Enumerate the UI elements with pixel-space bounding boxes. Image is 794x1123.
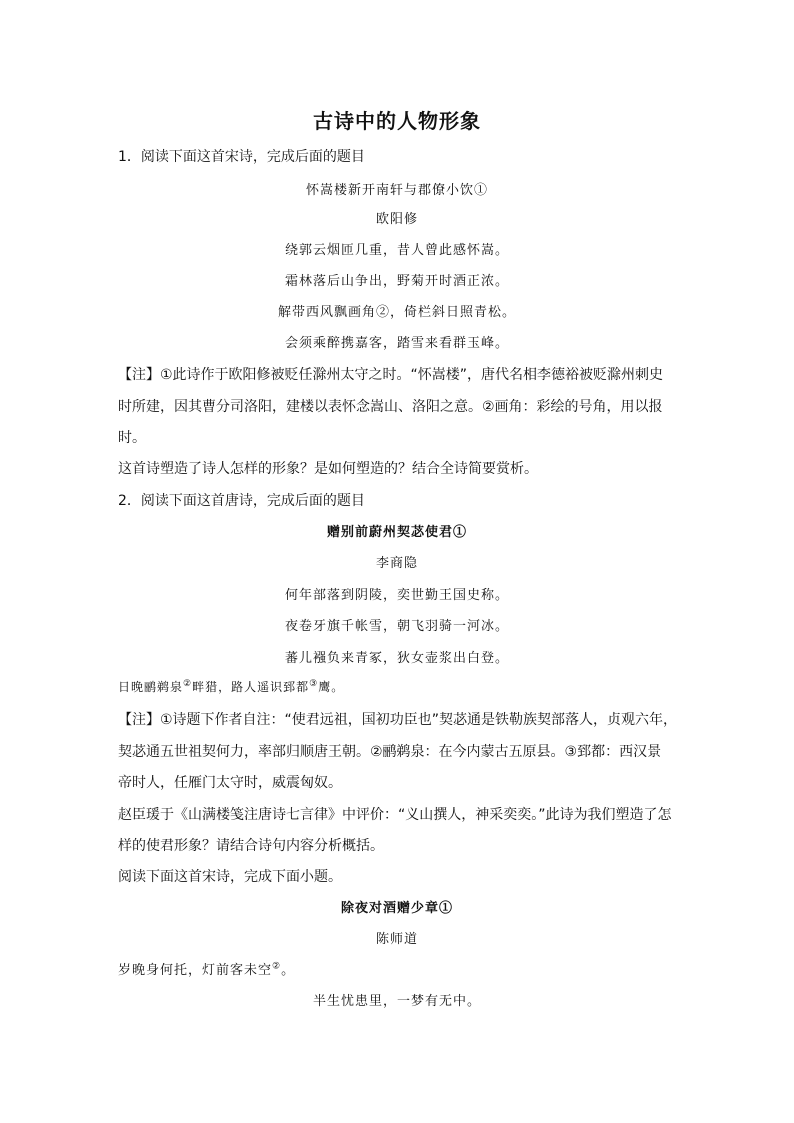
q3-poem-line <box>118 959 698 978</box>
q3-author: 陈师道 <box>375 932 418 947</box>
q2-poem-line: 蕃儿襁负来青冢，狄女壶浆出白登。 <box>284 651 509 666</box>
q1-intro: 1．阅读下面这首宋诗，完成后面的题目 <box>118 149 365 165</box>
q3-poem-title: 除夜对酒赠少章① <box>340 901 453 916</box>
note-marker: ③ <box>309 679 319 689</box>
q3-poem-line: 半生忧患里，一梦有无中。 <box>312 994 481 1009</box>
q2-note-line: 【注】①诗题下作者自注：“使君远祖，国初功臣也”契苾通是铁勒族契部落人，贞观六年， <box>118 712 678 728</box>
q2-note-line: 契苾通五世祖契何力，率部归顺唐王朝。②鹂鹈泉：在今内蒙古五原县。③郅都：西汉景 <box>118 744 662 760</box>
q2-poem-line: 何年部落到阴陵，奕世勤王国史称。 <box>284 588 509 603</box>
q2-question-line: 赵臣瑗于《山满楼笺注唐诗七言律》中评价：“义山撰人，神采奕奕。”此诗为我们塑造了怎 <box>118 807 672 823</box>
page-title: 古诗中的人物形象 <box>313 109 481 133</box>
q2-last-line-part: 鹰。 <box>318 680 345 694</box>
q1-note-line: 时所建，因其曹分司洛阳，建楼以表怀念嵩山、洛阳之意。②画角：彩绘的号角，用以报 <box>118 399 663 415</box>
q2-question-line: 样的使君形象？请结合诗句内容分析概括。 <box>118 838 384 854</box>
q1-poem-title: 怀嵩楼新开南轩与郡僚小饮① <box>305 183 488 198</box>
q3-line-part: 。 <box>281 963 296 978</box>
q1-poem-line: 解带西风飘画角②，倚栏斜日照青松。 <box>277 305 516 320</box>
q3-intro: 阅读下面这首宋诗，完成下面小题。 <box>118 869 342 885</box>
q2-last-line-part: 畔猎，路人遥识郅都 <box>192 680 310 694</box>
note-marker: ② <box>272 961 282 972</box>
q2-author: 李商隐 <box>375 556 418 571</box>
q1-note-line: 【注】①此诗作于欧阳修被贬任滁州太守之时。“怀嵩楼”，唐代名相李德裕被贬滁州刺史 <box>118 367 664 383</box>
q1-question: 这首诗塑造了诗人怎样的形象？是如何塑造的？结合全诗简要赏析。 <box>118 461 538 477</box>
q2-last-line-part: 日晚鹂鹈泉 <box>118 680 184 694</box>
q1-author: 欧阳修 <box>375 212 418 227</box>
note-marker: ② <box>183 679 193 689</box>
q2-note-line: 帝时人，任雁门太守时，威震匈奴。 <box>118 775 342 791</box>
q1-poem-line: 会须乘醉携嘉客，踏雪来看群玉峰。 <box>284 336 509 351</box>
q1-poem-line: 绕郭云烟匝几重，昔人曾此感怀嵩。 <box>284 243 509 258</box>
q1-poem-line: 霜林落后山争出，野菊开时酒正浓。 <box>284 274 509 289</box>
q2-poem-last-line <box>118 678 698 695</box>
q3-line-part: 岁晚身何托，灯前客未空 <box>118 963 273 978</box>
q2-intro: 2．阅读下面这首唐诗，完成后面的题目 <box>118 493 365 509</box>
q2-poem-title: 赠别前蔚州契苾使君① <box>326 525 467 540</box>
q1-note-line: 时。 <box>118 430 146 446</box>
q2-poem-line: 夜卷牙旗千帐雪，朝飞羽骑一河冰。 <box>284 619 509 634</box>
